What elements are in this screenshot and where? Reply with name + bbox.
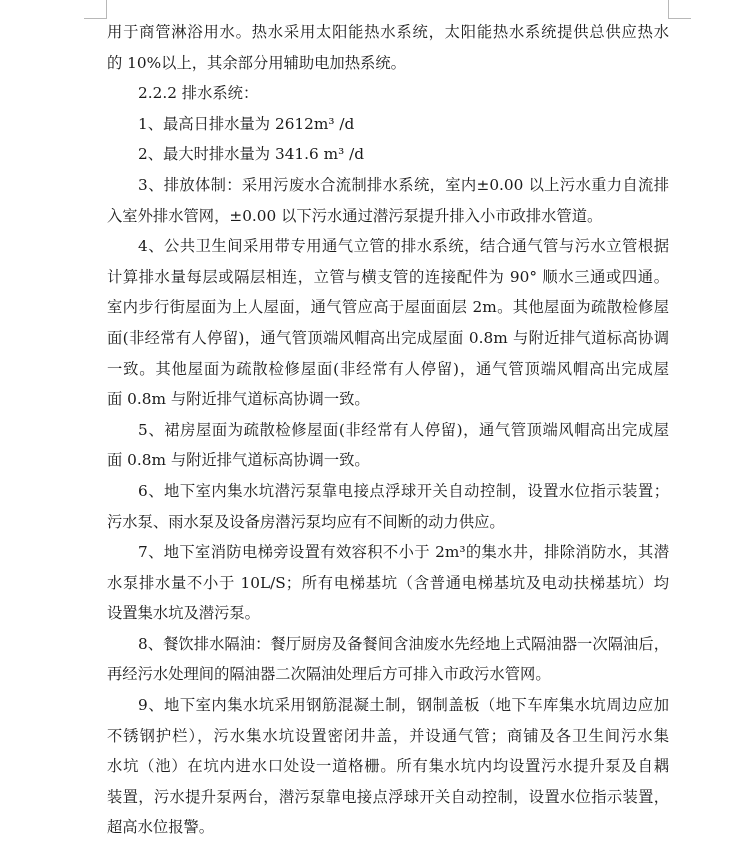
document-body <box>107 17 669 843</box>
text-line: 8、餐饮排水隔油：餐厅厨房及备餐间含油废水先经地上式隔油器一次隔油后， <box>138 634 669 653</box>
text-line: 面 0.8m 与附近排气道标高协调一致。 <box>107 390 370 409</box>
text-line: 超高水位报警。 <box>107 818 215 837</box>
text-line: 3、排放体制：采用污废水合流制排水系统，室内±0.00 以上污水重力自流排 <box>138 175 669 194</box>
crop-mark-right <box>668 0 691 19</box>
text-line: 的 10%以上，其余部分用辅助电加热系统。 <box>107 53 406 72</box>
text-line: 7、地下室消防电梯旁设置有效容积不小于 2m³的集水井，排除消防水，其潜 <box>138 543 669 562</box>
text-line: 面 0.8m 与附近排气道标高协调一致。 <box>107 451 370 470</box>
text-line: 1、最高日排水量为 2612m³ /d <box>138 114 355 133</box>
text-line: 不锈钢护栏），污水集水坑设置密闭井盖，并设通气管；商铺及各卫生间污水集 <box>107 726 669 745</box>
crop-mark-left <box>84 0 107 19</box>
text-line: 4、公共卫生间采用带专用通气立管的排水系统，结合通气管与污水立管根据 <box>138 237 669 256</box>
text-line: 2.2.2 排水系统： <box>138 84 259 103</box>
text-line: 污水泵、雨水泵及设备房潜污泵均应有不间断的动力供应。 <box>107 512 505 531</box>
text-line: 6、地下室内集水坑潜污泵靠电接点浮球开关自动控制，设置水位指示装置； <box>138 481 669 500</box>
text-line: 室内步行街屋面为上人屋面，通气管应高于屋面面层 2m。其他屋面为疏散检修屋 <box>107 298 669 317</box>
text-line: 设置集水坑及潜污泵。 <box>107 604 260 623</box>
text-line: 9、地下室内集水坑采用钢筋混凝土制，钢制盖板（地下车库集水坑周边应加 <box>138 696 669 715</box>
text-line: 面(非经常有人停留)，通气管顶端风帽高出完成屋面 0.8m 与附近排气道标高协调 <box>107 328 669 347</box>
text-line: 水泵排水量不小于 10L/S；所有电梯基坑（含普通电梯基坑及电动扶梯基坑）均 <box>107 573 669 592</box>
text-line: 计算排水量每层或隔层相连，立管与横支管的连接配件为 90° 顺水三通或四通。 <box>107 267 669 286</box>
text-line: 5、裙房屋面为疏散检修屋面(非经常有人停留)，通气管顶端风帽高出完成屋 <box>138 420 669 439</box>
text-line: 再经污水处理间的隔油器二次隔油处理后方可排入市政污水管网。 <box>107 665 551 684</box>
text-line: 用于商管淋浴用水。热水采用太阳能热水系统，太阳能热水系统提供总供应热水 <box>107 23 669 41</box>
text-line: 水坑（池）在坑内进水口处设一道格栅。所有集水坑内均设置污水提升泵及自耦 <box>107 757 669 776</box>
text-line: 2、最大时排水量为 341.6 m³ /d <box>138 145 365 164</box>
text-line: 一致。其他屋面为疏散检修屋面(非经常有人停留)，通气管顶端风帽高出完成屋 <box>107 359 669 378</box>
text-line: 入室外排水管网，±0.00 以下污水通过潜污泵提升排入小市政排水管道。 <box>107 206 603 225</box>
text-line: 装置，污水提升泵两台，潜污泵靠电接点浮球开关自动控制，设置水位指示装置， <box>107 787 669 806</box>
